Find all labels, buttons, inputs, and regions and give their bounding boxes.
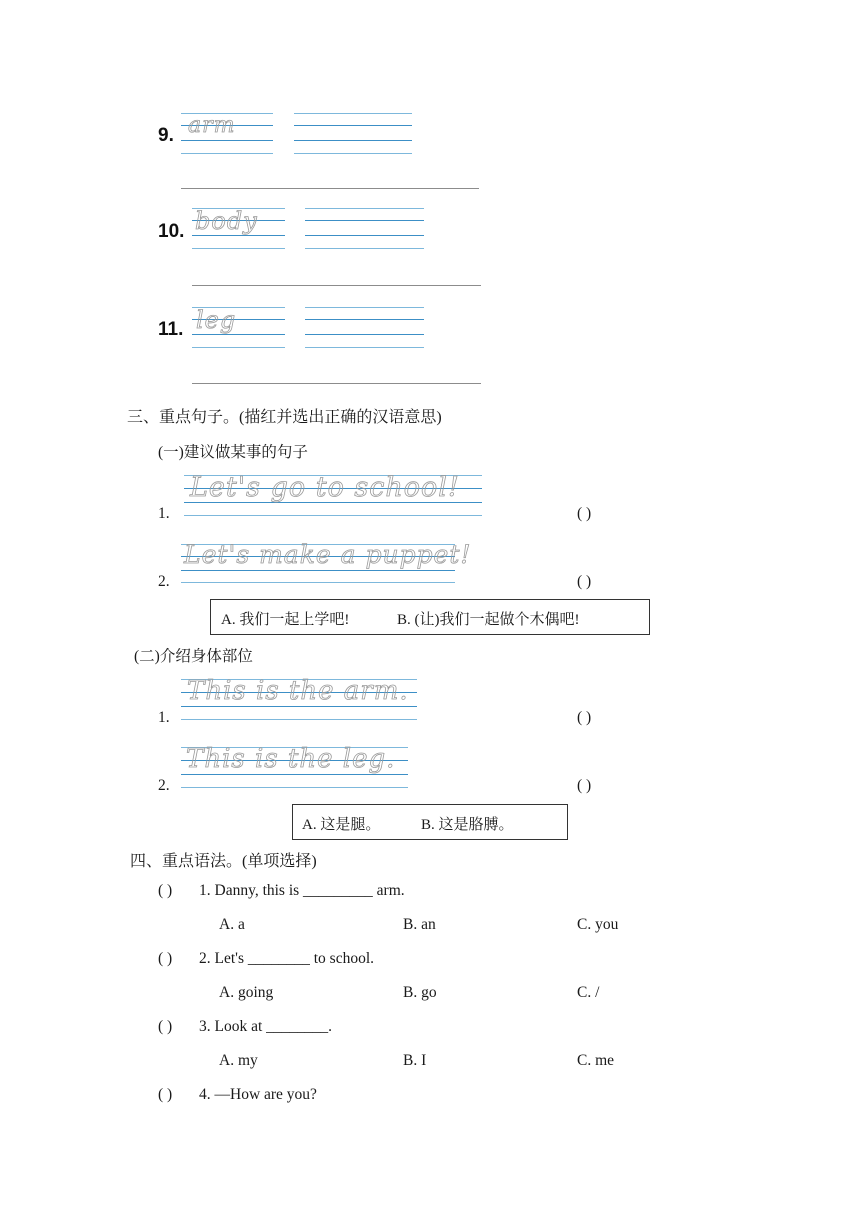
answer-paren[interactable]: ( )	[158, 882, 173, 899]
answer-paren[interactable]: ( )	[577, 709, 592, 726]
item-number: 11.	[158, 319, 184, 340]
option-c[interactable]: C. me	[577, 1052, 615, 1069]
question-stem: 4. —How are you?	[199, 1086, 317, 1103]
answer-paren[interactable]: ( )	[577, 777, 592, 794]
item-number: 10.	[158, 221, 185, 242]
option-b[interactable]: B. an	[403, 916, 436, 933]
answer-line[interactable]	[181, 188, 479, 189]
section-3-title: 三、重点句子。(描红并选出正确的汉语意思)	[127, 409, 442, 426]
answer-paren[interactable]: ( )	[577, 573, 592, 590]
options-box	[292, 804, 568, 840]
answer-paren[interactable]: ( )	[577, 505, 592, 522]
section-4-title: 四、重点语法。(单项选择)	[130, 853, 317, 870]
option-a[interactable]: A. a	[219, 916, 245, 933]
trace-sentence: Let's make a puppet!	[184, 540, 472, 569]
answer-paren[interactable]: ( )	[158, 1086, 173, 1103]
option-b: B. (让)我们一起做个木偶吧!	[397, 612, 580, 628]
question-stem: 2. Let's ________ to school.	[199, 950, 375, 967]
item-number: 2.	[158, 573, 170, 590]
question-stem: 3. Look at ________.	[199, 1018, 333, 1035]
answer-line[interactable]	[192, 383, 481, 384]
item-number: 9.	[158, 125, 174, 146]
writing-practice-box[interactable]	[305, 307, 424, 349]
option-a[interactable]: A. going	[219, 984, 274, 1001]
option-b: B. 这是胳膊。	[421, 817, 514, 833]
option-c[interactable]: C. you	[577, 916, 619, 933]
option-a: A. 我们一起上学吧!	[221, 612, 350, 628]
part-1-title: (一)建议做某事的句子	[158, 444, 308, 461]
writing-practice-box[interactable]	[305, 208, 424, 250]
option-a[interactable]: A. my	[219, 1052, 258, 1069]
trace-sentence: Let's go to school!	[190, 472, 460, 503]
item-number: 1.	[158, 709, 170, 726]
part-2-title: (二)介绍身体部位	[134, 648, 253, 665]
option-c[interactable]: C. /	[577, 984, 600, 1001]
trace-sentence: This is the leg.	[186, 744, 396, 774]
item-number: 1.	[158, 505, 170, 522]
answer-paren[interactable]: ( )	[158, 1018, 173, 1035]
trace-sentence: This is the arm.	[187, 676, 409, 706]
writing-practice-box[interactable]	[294, 113, 412, 155]
trace-word: body	[195, 207, 258, 235]
option-b[interactable]: B. I	[403, 1052, 427, 1069]
answer-line[interactable]	[192, 285, 481, 286]
item-number: 2.	[158, 777, 170, 794]
trace-word: arm	[188, 113, 236, 138]
trace-word: leg	[196, 306, 237, 334]
option-b[interactable]: B. go	[403, 984, 437, 1001]
option-a: A. 这是腿。	[302, 817, 381, 833]
answer-paren[interactable]: ( )	[158, 950, 173, 967]
options-box	[210, 599, 650, 635]
question-stem: 1. Danny, this is _________ arm.	[199, 882, 405, 899]
